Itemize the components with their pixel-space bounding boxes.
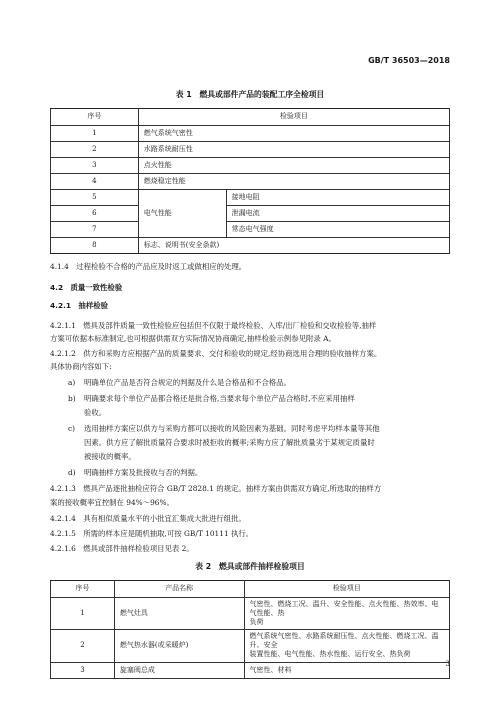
table-row (51, 598, 450, 630)
list-marker: d) (68, 468, 76, 477)
clause-4-1-4: 4.1.4 过程检验不合格的产品应及时返工或做相应的处理。 (50, 262, 247, 271)
clause-4-2-1-4: 4.2.1.4 具有相似质量水平的小批宜汇集成大批进行组批。 (50, 514, 246, 523)
standard-number: GB/T 36503—2018 (368, 56, 450, 65)
section-4-2-heading: 4.2 质量一致性检验 (50, 283, 123, 292)
table-row (51, 238, 450, 254)
item-cell: 常态电气强度 (226, 222, 449, 238)
item-line: 燃气系统气密性、水路系统耐压性、点火性能、燃烧工况、温升、安全 (249, 632, 439, 650)
table-row (51, 662, 450, 678)
seq-cell: 1 (51, 126, 139, 142)
seq-cell: 6 (51, 206, 139, 222)
table1 (50, 108, 450, 254)
seq-cell: 7 (51, 222, 139, 238)
clause-4-2-1-2-line2: 具体协商内容如下: (50, 362, 112, 371)
table2-col-item: 检验项目 (244, 581, 449, 598)
table2-col-seq: 序号 (51, 581, 115, 598)
list-marker: c) (68, 424, 76, 433)
item-line: 负荷 (249, 618, 264, 627)
list-item-continuation: 被接收的概率。 (84, 452, 136, 461)
name-cell: 燃气灶具 (114, 598, 244, 630)
item-cell: 标志、说明书(安全条款) (138, 238, 449, 254)
page-number: 3 (445, 660, 450, 668)
table2 (50, 580, 450, 679)
clause-4-2-1-6: 4.2.1.6 燃具或部件抽样检验项目见表 2。 (50, 544, 194, 553)
clause-4-2-1-3-line2: 案的接收概率宜控制在 94%～96%。 (50, 498, 174, 507)
table1-col-item: 检验项目 (138, 109, 449, 126)
table1-header-row (51, 109, 450, 126)
section-4-2-1-heading: 4.2.1 抽样检验 (50, 301, 108, 310)
item-cell: 气密性、材料 (244, 662, 449, 678)
seq-cell: 1 (51, 598, 115, 630)
table-row (51, 630, 450, 662)
clause-4-2-1-2-line1: 4.2.1.2 供方和采购方应根据产品的质量要求、交付和验收的规定,经协商选用合理的验收抽样方案。 (50, 349, 382, 358)
table-row (51, 142, 450, 158)
seq-cell: 2 (51, 630, 115, 662)
item-line: 装置性能、电气性能、热水性能、运行安全、热负荷 (249, 650, 411, 659)
list-item: 选用抽样方案应以供方与采购方都可以接收的风险因素为基础。同时考虑平均样本量等其他 (84, 424, 380, 433)
item-cell: 接地电阻 (226, 190, 449, 206)
item-cell: 燃气系统气密性 (138, 126, 449, 142)
name-cell: 燃气热水器(或采暖炉) (114, 630, 244, 662)
clause-4-2-1-1-line1: 4.2.1.1 燃具及部件质量一致性检验应包括但不仅限于最终检验、入库/出厂检验和交收检验等,抽样 (50, 321, 377, 330)
table-row (51, 206, 450, 222)
item-line: 气密性、燃烧工况、温升、安全性能、点火性能、热效率、电气性能、热 (249, 600, 439, 618)
seq-cell: 5 (51, 190, 139, 206)
list-item-continuation: 因素。供方应了解批质量符合要求时被拒收的概率;采购方应了解批质量劣于某规定质量时 (84, 438, 375, 447)
item-cell (244, 630, 449, 662)
table2-header-row (51, 581, 450, 598)
table-row (51, 190, 450, 206)
table-row (51, 222, 450, 238)
group-cell: 电气性能 (138, 190, 226, 238)
name-cell: 旋塞阀总成 (114, 662, 244, 678)
item-cell: 燃烧稳定性能 (138, 174, 449, 190)
list-marker: a) (68, 378, 76, 387)
table-row (51, 158, 450, 174)
table1-caption: 表 1 燃具或部件产品的装配工序全检项目 (175, 90, 325, 99)
list-item: 明确抽样方案及批接收与否的判据。 (84, 468, 203, 477)
table2-col-name: 产品名称 (114, 581, 244, 598)
item-cell: 泄漏电流 (226, 206, 449, 222)
table1-col-seq: 序号 (51, 109, 139, 126)
list-marker: b) (68, 394, 76, 403)
seq-cell: 3 (51, 662, 115, 678)
list-item: 明确单位产品是否符合规定的判据及什么是合格品和不合格品。 (84, 378, 291, 387)
list-item-continuation: 验收。 (84, 408, 107, 417)
item-cell: 点火性能 (138, 158, 449, 174)
table-row (51, 174, 450, 190)
clause-4-2-1-5: 4.2.1.5 所需的样本应是随机抽取,可按 GB/T 10111 执行。 (50, 529, 254, 538)
list-item: 明确要求每个单位产品都合格还是批合格,当要求每个单位产品合格时,不应采用抽样 (84, 394, 355, 403)
table2-caption: 表 2 燃具或部件抽样检验项目 (195, 562, 305, 571)
seq-cell: 8 (51, 238, 139, 254)
seq-cell: 2 (51, 142, 139, 158)
seq-cell: 4 (51, 174, 139, 190)
clause-4-2-1-3-line1: 4.2.1.3 燃具产品逐批抽检应符合 GB/T 2828.1 的规定。抽样方案由供需双方确定,所选取的抽样方 (50, 484, 382, 493)
clause-4-2-1-1-line2: 方案可依据本标准制定,也可根据供需双方实际情况协商确定,抽样检验示例参见附录 A。 (50, 334, 336, 343)
item-cell: 水路系统耐压性 (138, 142, 449, 158)
item-cell (244, 598, 449, 630)
seq-cell: 3 (51, 158, 139, 174)
table-row (51, 126, 450, 142)
